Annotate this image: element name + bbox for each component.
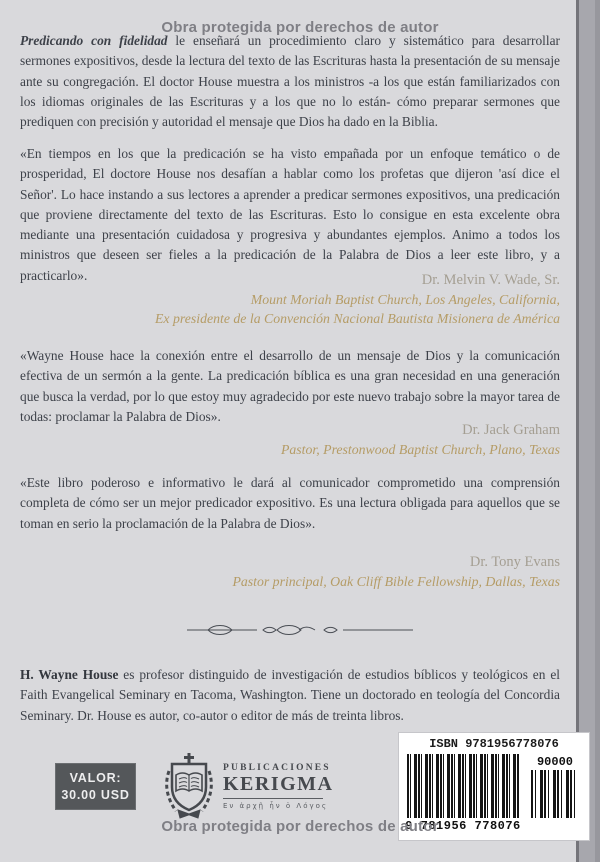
attribution-name: Dr. Jack Graham: [462, 422, 560, 438]
publisher-tagline: Εν ἀρχῇ ἦν ὁ Λόγος: [223, 801, 329, 810]
attribution-role: Ex presidente de la Convención Nacional Bautista Misionera de América: [154, 311, 560, 326]
book-title-lead: Predicando con fidelidad: [20, 33, 168, 48]
attribution-name: Dr. Melvin V. Wade, Sr.: [421, 272, 560, 288]
publisher-name: KERIGMA: [223, 773, 323, 799]
publisher-wordmark: [223, 762, 334, 810]
kerigma-crest-icon: [163, 753, 215, 819]
quote-3-attribution: [20, 553, 560, 591]
quote-2-attribution: [20, 421, 560, 459]
quote-1-text: «En tiempos en los que la predicación se ha visto empañada por un enfoque temático o de prosperidad, El doctore House nos desafían a hablar como los profetas que dijeron 'así dice el Señor'. Lo hace instando a sus lectores a aprender a predicar sermones expositivos, una predicación que proviene directamente del texto de las Escrituras. Esto lo consigue en esta excelente obra mediante una presentación cuidadosa y progresiva y abundantes ejemplos. Animo a todos los ministros que deseen ser fieles a la predicación de la Palabra de Dios a leer este libro, y a practicarlo».: [20, 146, 560, 283]
watermark-bottom: Obra protegida por derechos de autor: [161, 818, 439, 835]
bio-text: es profesor distinguido de investigación de estudios bíblicos y teológicos en el Faith Evangelical Seminary en Tacoma, Washington. Tiene un doctorado en teología del Concordia Seminary. Dr. House es autor, co-autor o editor de más de treinta libros.: [20, 667, 560, 723]
publisher-logo: [163, 753, 334, 819]
author-bio: [20, 665, 560, 726]
attribution-role: Mount Moriah Baptist Church, Los Angeles, California,: [250, 292, 560, 307]
attribution-name: Dr. Tony Evans: [469, 554, 560, 570]
author-name-lead: H. Wayne House: [20, 667, 119, 682]
divider-flourish-icon: [185, 620, 415, 640]
intro-paragraph: [20, 31, 560, 132]
isbn-label: ISBN 9781956778076: [429, 737, 559, 751]
section-divider: [0, 620, 600, 645]
price-tag: [55, 763, 136, 810]
barcode-addon-value: 90000: [536, 755, 573, 769]
price-value: 30.00 USD: [61, 787, 130, 802]
quote-2-text: «Wayne House hace la conexión entre el desarrollo de un mensaje de Dios y la comunicación efectiva de un sermón a la gente. La predicación bíblica es una gran necesidad en una generación que busca la verdad, por lo que estoy muy agradecido por este nuevo trabajo sobre la mayor tarea de todas: proclamar la Palabra de Dios».: [20, 348, 560, 424]
barcode: [407, 754, 519, 818]
publisher-name-top: PUBLICACIONES: [223, 762, 331, 773]
attribution-role: Pastor, Prestonwood Baptist Church, Plano, Texas: [280, 442, 560, 457]
barcode-addon: [531, 770, 579, 818]
attribution-role: Pastor principal, Oak Cliff Bible Fellowship, Dallas, Texas: [232, 574, 560, 589]
barcode-digits: 9 781956 778076: [405, 819, 521, 833]
price-label: VALOR:: [69, 770, 122, 785]
watermark-top: Obra protegida por derechos de autor: [161, 19, 439, 36]
quote-1-attribution: [20, 271, 560, 328]
intro-text: le enseñará un procedimiento claro y sistemático para desarrollar sermones expositivos, desde la lectura del texto de las Escrituras hasta la presentación de su mensaje ante su congregación. El doctor House muestra a los ministros -a los que están familiarizados con los idiomas originales de las Escrituras y a los que no lo están- cómo preparar sermones que prediquen con precisión y autoridad el mensaje que Dios ha dado en la Biblia.: [20, 33, 560, 130]
quote-3-text: «Este libro poderoso e informativo le dará al comunicador comprometido una comprensión completa de cómo ser un mejor predicador expositivo. Es una lectura obligada para aquellos que se toman en serio la proclamación de la Palabra de Dios».: [20, 475, 560, 531]
